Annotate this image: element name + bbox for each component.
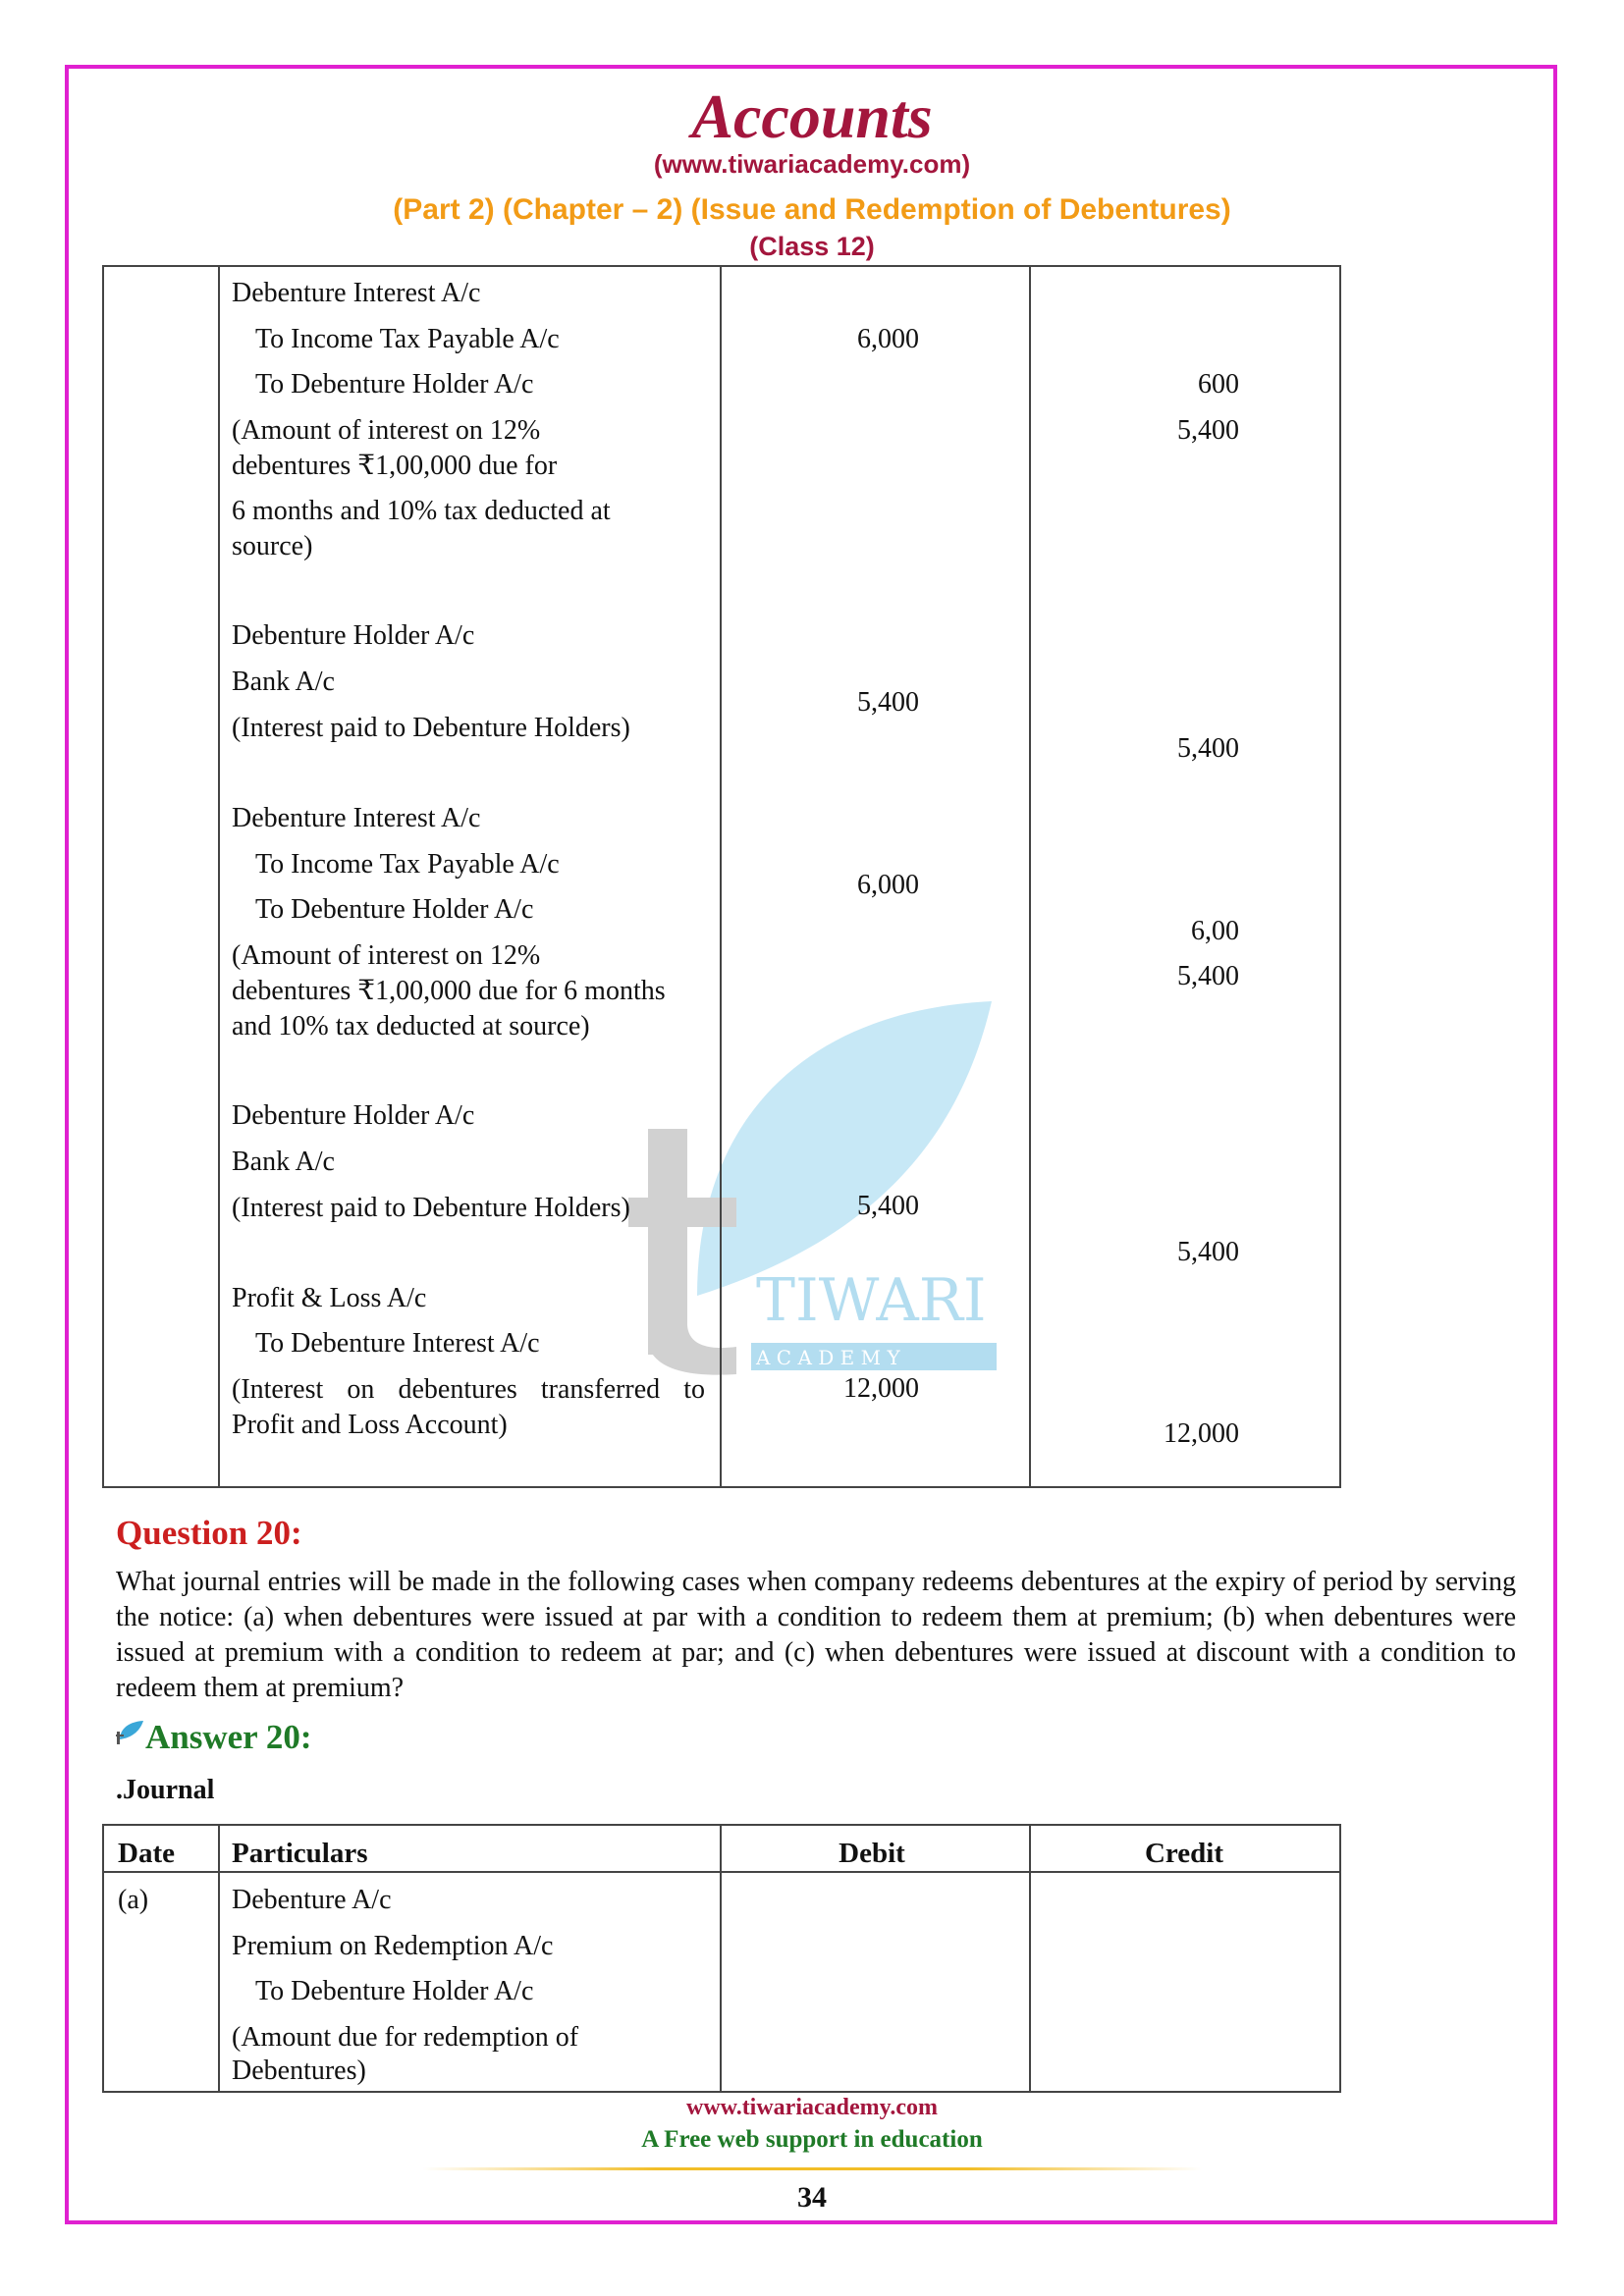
header-website[interactable]: (www.tiwariacademy.com) — [653, 149, 971, 179]
entry-4-debit: 5,400 — [857, 1191, 919, 1221]
footer-divider — [422, 2167, 1202, 2170]
answer-title: Answer 20: — [145, 1718, 312, 1756]
entry-3-credit-1: 6,00 — [1191, 916, 1239, 946]
header-credit: Credit — [1144, 1838, 1223, 1869]
row-line-2: Premium on Redemption A/c — [232, 1931, 554, 1961]
entry-1-credit-1: 600 — [1198, 369, 1239, 400]
entry-2-credit: 5,400 — [1177, 733, 1239, 764]
class-label: (Class 12) — [749, 232, 875, 261]
entry-3-line-3: To Debenture Holder A/c — [255, 894, 534, 925]
watermark-sub: A C A D E M Y — [756, 1346, 900, 1369]
page-number: 34 — [797, 2181, 827, 2214]
footer-tagline: A Free web support in education — [641, 2126, 983, 2153]
entry-1-line-1: Debenture Interest A/c — [232, 278, 481, 308]
entry-1-credit-2: 5,400 — [1177, 415, 1239, 446]
header-debit: Debit — [839, 1838, 905, 1869]
entry-3-narration-1: (Amount of interest on 12% — [232, 940, 541, 971]
chapter-heading: (Part 2) (Chapter – 2) (Issue and Redemption of Debentures) — [393, 193, 1231, 226]
entry-5-narration-1: (Interest on debentures transferred to — [232, 1374, 705, 1405]
entry-1-narration-2: debentures ₹1,00,000 due for — [232, 451, 558, 481]
entry-3-credit-2: 5,400 — [1177, 961, 1239, 991]
entry-5-debit: 12,000 — [843, 1373, 919, 1404]
entry-2-debit: 5,400 — [857, 687, 919, 718]
row-line-3: To Debenture Holder A/c — [255, 1976, 534, 2006]
subject-title: Accounts — [691, 81, 933, 151]
header-particulars: Particulars — [232, 1838, 368, 1869]
entry-2-line-1: Debenture Holder A/c — [232, 620, 475, 651]
entry-2-narration-1: (Interest paid to Debenture Holders) — [232, 713, 630, 743]
entry-4-narration-1: (Interest paid to Debenture Holders) — [232, 1193, 630, 1223]
entry-1-narration-3: 6 months and 10% tax deducted at — [232, 496, 611, 526]
row-narration-1: (Amount due for redemption of — [232, 2022, 579, 2053]
row-narration-2: Debentures) — [232, 2056, 366, 2086]
entry-4-line-1: Debenture Holder A/c — [232, 1100, 475, 1131]
entry-1-debit: 6,000 — [857, 324, 919, 354]
row-date: (a) — [118, 1885, 149, 1915]
entry-4-credit: 5,400 — [1177, 1237, 1239, 1267]
question-text: What journal entries will be made in the following cases when company redeems debentures at the expiry of period by serving the notice: (a) when debentures were issued at par with a condition to redeem them at premium; (b) when debentures were issued at premium with a condition to redeem at par; and (c) when debentures were issued at discount with a condition to redeem them at premium? — [116, 1567, 1516, 1703]
entry-3-debit: 6,000 — [857, 870, 919, 900]
entry-3-narration-2: debentures ₹1,00,000 due for 6 months — [232, 976, 666, 1006]
header-date: Date — [118, 1838, 175, 1869]
entry-2-line-2: Bank A/c — [232, 667, 335, 697]
question-title: Question 20: — [116, 1514, 302, 1552]
entry-1-line-3: To Debenture Holder A/c — [255, 369, 534, 400]
entry-3-line-2: To Income Tax Payable A/c — [255, 849, 560, 880]
entry-5-line-2: To Debenture Interest A/c — [255, 1328, 540, 1359]
entry-3-line-1: Debenture Interest A/c — [232, 803, 481, 833]
entry-1-line-2: To Income Tax Payable A/c — [255, 324, 560, 354]
entry-5-credit: 12,000 — [1164, 1418, 1239, 1449]
entry-1-narration-1: (Amount of interest on 12% — [232, 415, 541, 446]
watermark-brand: TIWARI — [756, 1266, 987, 1335]
entry-3-narration-3: and 10% tax deducted at source) — [232, 1011, 590, 1041]
footer-website[interactable]: www.tiwariacademy.com — [686, 2095, 938, 2120]
journal-label: .Journal — [116, 1775, 215, 1805]
tiwari-logo-icon — [116, 1720, 145, 1745]
entry-4-line-2: Bank A/c — [232, 1147, 335, 1177]
entry-5-line-1: Profit & Loss A/c — [232, 1283, 427, 1313]
entry-5-narration-2: Profit and Loss Account) — [232, 1410, 508, 1440]
entry-1-narration-4: source) — [232, 531, 313, 561]
row-line-1: Debenture A/c — [232, 1885, 392, 1915]
